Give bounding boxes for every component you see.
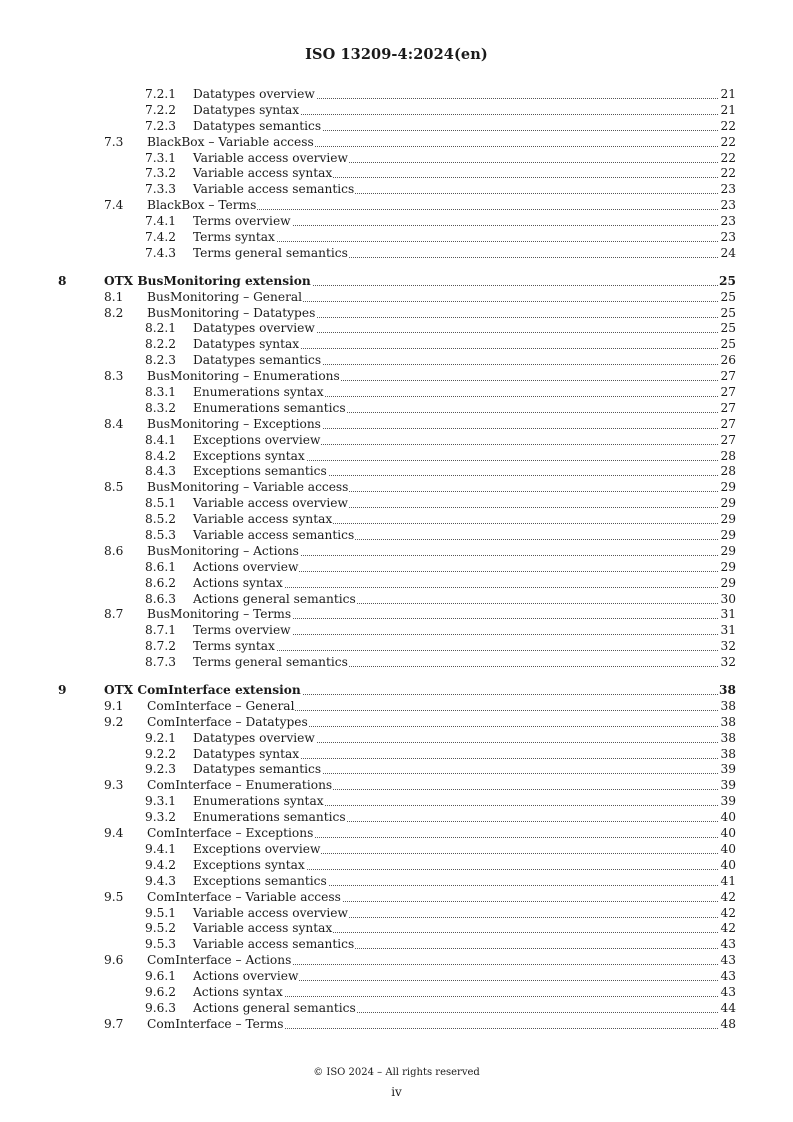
toc-entry-title: Datatypes syntax (193, 746, 300, 761)
toc-entry[interactable] (0, 245, 793, 261)
toc-entry-number: 7.4.3 (145, 245, 177, 260)
toc-entry-title: Terms overview (193, 623, 291, 638)
toc-entry-page: 43 (720, 984, 736, 999)
toc-entry-page: 21 (720, 87, 736, 101)
toc-entry-title: BusMonitoring – Exceptions (147, 416, 321, 431)
toc-entry-title: Datatypes syntax (193, 337, 300, 352)
toc-entry-page: 29 (720, 543, 736, 558)
toc-entry-page: 38 (720, 698, 736, 713)
toc-entry-number: 9.4 (104, 826, 124, 841)
toc-entry-page: 40 (720, 857, 736, 872)
toc-entry-page: 32 (720, 655, 736, 670)
toc-entry-page: 38 (719, 683, 736, 698)
toc-entry-number: 8.2 (104, 305, 124, 320)
toc-entry-number: 9.6.3 (145, 1000, 177, 1015)
toc-entry-title: Terms overview (193, 214, 291, 229)
toc-entry-title: BusMonitoring – Datatypes (147, 305, 316, 320)
toc-entry-page: 29 (720, 575, 736, 590)
toc-entry-page: 22 (720, 134, 736, 149)
toc-entry-number: 9.3.1 (145, 794, 177, 809)
toc-entry-page: 27 (720, 400, 736, 415)
toc-entry-title: ComInterface – Variable access (147, 889, 341, 904)
toc-entry-title: ComInterface – Datatypes (147, 714, 308, 729)
toc-entry-number: 9.7 (104, 1016, 124, 1031)
toc-entry-page: 30 (720, 591, 736, 606)
toc-entry-page: 25 (720, 337, 736, 352)
toc-entry[interactable] (0, 1016, 793, 1032)
toc-entry-page: 25 (720, 305, 736, 320)
toc-entry-number: 8.7.3 (145, 655, 177, 670)
toc-entry-title: Variable access overview (193, 496, 348, 511)
toc-entry-page: 43 (720, 953, 736, 968)
toc-entry-page: 22 (720, 150, 736, 165)
toc-entry-number: 9.3.2 (145, 810, 177, 825)
toc-entry-title: ComInterface – Enumerations (147, 778, 333, 793)
toc-entry-page: 29 (720, 559, 736, 574)
document-header: ISO 13209-4:2024(en) (305, 46, 488, 63)
toc-entry-title: Variable access semantics (193, 528, 355, 543)
toc-entry-number: 7.2.3 (145, 118, 177, 133)
toc-entry-number: 7.3.1 (145, 150, 177, 165)
toc-entry-page: 31 (720, 623, 736, 638)
toc-entry-page: 38 (720, 746, 736, 761)
toc-entry-title: Terms syntax (193, 639, 275, 654)
toc-entry-number: 9.2 (104, 714, 124, 729)
toc-entry-page: 29 (720, 480, 736, 495)
footer-copyright: © ISO 2024 – All rights reserved (313, 1067, 480, 1078)
toc-entry-title: Terms syntax (193, 230, 275, 244)
toc-entry-number: 9.6.1 (145, 969, 177, 984)
toc-entry-title: ComInterface – Actions (147, 953, 292, 968)
toc-entry-number: 7.4 (104, 198, 124, 213)
toc-entry-title: BusMonitoring – Enumerations (147, 369, 340, 384)
toc-entry-title: Variable access overview (193, 150, 348, 165)
toc-entry-number: 8.4.2 (145, 448, 177, 463)
toc-entry-number: 7.2.2 (145, 102, 177, 117)
toc-entry-title: Actions overview (193, 559, 299, 574)
toc-entry-number: 8.3.1 (145, 385, 177, 400)
toc-entry-page: 31 (720, 607, 736, 622)
toc-entry-number: 7.3.2 (145, 166, 177, 181)
toc-entry-number: 9.6 (104, 953, 124, 968)
toc-entry-number: 8.1 (104, 289, 124, 304)
toc-entry-number: 8.6 (104, 543, 124, 558)
toc-entry-page: 39 (720, 794, 736, 809)
toc-entry-title: OTX BusMonitoring extension (104, 273, 311, 288)
toc-entry-number: 8.5.1 (145, 496, 177, 511)
toc-entry-number: 9.6.2 (145, 984, 177, 999)
toc-entry-number: 8.7.2 (145, 639, 177, 654)
toc-entry-title: Enumerations semantics (193, 400, 346, 415)
toc-entry-page: 26 (720, 353, 736, 368)
toc-entry-number: 9.5.2 (145, 921, 177, 936)
toc-entry-number: 8.6.1 (145, 559, 177, 574)
toc-entry-title: ComInterface – General (147, 698, 295, 713)
toc-entry-number: 8.2.2 (145, 337, 177, 352)
toc-entry-number: 9.4.3 (145, 873, 177, 888)
toc-entry-title: Datatypes overview (193, 730, 315, 745)
toc-entry-number: 8.5 (104, 480, 124, 495)
toc-entry-title: Exceptions overview (193, 841, 321, 856)
toc-entry-page: 42 (720, 921, 736, 936)
toc-entry-number: 9.3 (104, 778, 124, 793)
toc-entry-number: 9.5.1 (145, 905, 177, 920)
toc-entry-page: 39 (720, 778, 736, 793)
toc-entry-number: 8.2.3 (145, 353, 177, 368)
toc-entry-title: Datatypes semantics (193, 353, 322, 368)
toc-entry-page: 27 (720, 369, 736, 384)
toc-entry-number: 8.6.3 (145, 591, 177, 606)
toc-entry-number: 8.6.2 (145, 575, 177, 590)
toc-entry-title: Terms general semantics (193, 245, 348, 260)
toc-entry-page: 25 (720, 321, 736, 336)
toc-entry-number: 8.4 (104, 416, 124, 431)
toc-entry-number: 8.7 (104, 607, 124, 622)
toc-entry-title: Datatypes overview (193, 321, 315, 336)
toc-entry-page: 32 (720, 639, 736, 654)
toc-entry-page: 24 (720, 245, 736, 260)
toc-entry-number: 9.5.3 (145, 937, 177, 952)
toc-entry-page: 44 (720, 1000, 736, 1015)
toc-entry-page: 42 (720, 889, 736, 904)
toc-entry-title: BusMonitoring – General (147, 289, 303, 304)
toc-entry-page: 27 (720, 432, 736, 447)
toc-entry-number: 9.2.2 (145, 746, 177, 761)
toc-entry-page: 22 (720, 118, 736, 133)
toc-entry-number: 8.4.1 (145, 432, 177, 447)
toc-entry-page: 29 (720, 512, 736, 527)
toc-entry-number: 9.5 (104, 889, 124, 904)
toc-entry-number: 9 (58, 683, 67, 698)
toc-entry-title: Enumerations syntax (193, 385, 324, 400)
toc-entry-title: Terms general semantics (193, 655, 348, 670)
toc-entry-page: 23 (720, 230, 736, 244)
toc-entry-page: 43 (720, 969, 736, 984)
toc-entry-number: 9.2.3 (145, 762, 177, 777)
toc-entry-number: 9.4.1 (145, 841, 177, 856)
toc-entry-title: BusMonitoring – Variable access (147, 480, 349, 495)
toc-entry-title: BlackBox – Terms (147, 198, 257, 213)
toc-entry-title: Actions syntax (193, 575, 283, 590)
toc-entry-number: 9.4.2 (145, 857, 177, 872)
toc-entry-title: Variable access semantics (193, 182, 355, 197)
toc-entry-page: 21 (720, 102, 736, 117)
toc-entry-number: 8.4.3 (145, 464, 177, 479)
toc-entry-title: Exceptions syntax (193, 448, 305, 463)
toc-entry-number: 9.2.1 (145, 730, 177, 745)
toc-entry-number: 8.7.1 (145, 623, 177, 638)
toc-entry-page: 29 (720, 528, 736, 543)
toc-entry-number: 7.3 (104, 134, 124, 149)
toc-entry-page: 29 (720, 496, 736, 511)
toc-entry-page: 27 (720, 385, 736, 400)
toc-entry-page: 38 (720, 714, 736, 729)
toc-entry-number: 7.4.2 (145, 230, 177, 244)
toc-entry-title: Datatypes syntax (193, 102, 300, 117)
toc-entry-title: Actions overview (193, 969, 299, 984)
toc-entry-number: 7.2.1 (145, 87, 177, 101)
toc-entry-number: 8.5.2 (145, 512, 177, 527)
toc-entry-title: BlackBox – Variable access (147, 134, 314, 149)
toc-entry-number: 8 (58, 273, 67, 288)
toc-entry-number: 7.4.1 (145, 214, 177, 229)
toc-entry-page: 43 (720, 937, 736, 952)
toc-entry-page: 22 (720, 166, 736, 181)
toc-entry-page: 25 (719, 273, 736, 288)
toc-entry-number: 8.2.1 (145, 321, 177, 336)
toc-entry-title: OTX ComInterface extension (104, 683, 301, 698)
toc-entry-title: Enumerations syntax (193, 794, 324, 809)
toc-entry-page: 39 (720, 762, 736, 777)
toc-entry-title: Exceptions semantics (193, 464, 327, 479)
toc-entry-number: 8.3 (104, 369, 124, 384)
toc-entry-page: 28 (720, 448, 736, 463)
toc-entry-number: 8.5.3 (145, 528, 177, 543)
toc-entry-number: 8.3.2 (145, 400, 177, 415)
toc-entry-page: 41 (720, 873, 736, 888)
toc-entry-title: Exceptions semantics (193, 873, 327, 888)
footer-page-number: iv (391, 1085, 402, 1099)
toc-entry-page: 42 (720, 905, 736, 920)
toc-entry-title: Exceptions overview (193, 432, 321, 447)
toc-entry-title: BusMonitoring – Terms (147, 607, 292, 622)
toc-entry-title: Variable access semantics (193, 937, 355, 952)
toc-entry-title: Exceptions syntax (193, 857, 305, 872)
toc-entry-page: 23 (720, 182, 736, 197)
toc-entry-page: 48 (720, 1016, 736, 1031)
toc-entry-page: 40 (720, 841, 736, 856)
toc-entry-page: 38 (720, 730, 736, 745)
toc-entry-title: Variable access overview (193, 905, 348, 920)
toc-entry-title: Actions general semantics (193, 1000, 356, 1015)
toc-entry-title: Datatypes semantics (193, 762, 322, 777)
toc-entry-page: 40 (720, 826, 736, 841)
toc-entry-title: Actions general semantics (193, 591, 356, 606)
toc-entry-title: Datatypes semantics (193, 118, 322, 133)
toc-entry-page: 28 (720, 464, 736, 479)
toc-entry-title: Variable access syntax (193, 166, 333, 181)
toc-entry-title: BusMonitoring – Actions (147, 543, 299, 558)
toc-entry-title: Datatypes overview (193, 87, 315, 101)
toc-entry-page: 23 (720, 198, 736, 213)
toc-entry-title: Variable access syntax (193, 921, 333, 936)
toc-entry-title: Variable access syntax (193, 512, 333, 527)
toc-entry[interactable] (0, 654, 793, 670)
toc-entry-page: 27 (720, 416, 736, 431)
toc-entry-title: Actions syntax (193, 984, 283, 999)
toc-entry-title: Enumerations semantics (193, 810, 346, 825)
toc-entry-page: 23 (720, 214, 736, 229)
toc-entry-page: 40 (720, 810, 736, 825)
toc-entry-title: ComInterface – Terms (147, 1016, 284, 1031)
toc-entry-number: 9.1 (104, 698, 124, 713)
toc-entry-page: 25 (720, 289, 736, 304)
toc-entry-number: 7.3.3 (145, 182, 177, 197)
toc-entry-title: ComInterface – Exceptions (147, 826, 314, 841)
